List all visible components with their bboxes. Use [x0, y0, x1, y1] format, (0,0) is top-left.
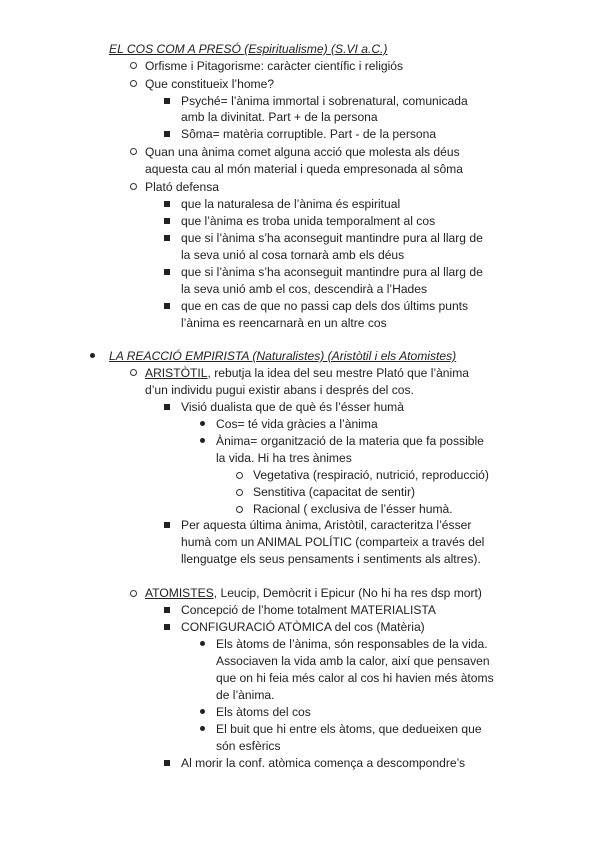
- list-item: Sôma= matèria corruptible. Part - de la persona: [181, 127, 437, 141]
- list-item: Els àtoms de l’ànima, són responsables de la vida.: [216, 637, 488, 651]
- square-bullet-icon: [164, 131, 170, 137]
- square-bullet-icon: [164, 624, 170, 630]
- list-item: Racional ( exclusiva de l’ésser humà.: [253, 502, 453, 516]
- list-item: que la naturalesa de l’ànima és espiritual: [181, 197, 401, 211]
- square-bullet-icon: [164, 269, 170, 275]
- circle-bullet-icon: [236, 506, 243, 513]
- disc-bullet-icon: [90, 353, 95, 358]
- list-item: Ànima= organització de la materia que fa possible: [216, 434, 484, 448]
- list-item: que si l’ànima s’ha aconseguit mantindre pura al llarg de: [181, 231, 483, 245]
- list-item: Els àtoms del cos: [216, 705, 311, 719]
- circle-bullet-icon: [130, 590, 137, 597]
- aristotil-text: , rebutja la idea del seu mestre Plató que l’ànima: [207, 366, 470, 380]
- disc-bullet-icon: [200, 438, 205, 443]
- list-item-continuation: aquesta cau al món material i queda empresonada al sôma: [145, 162, 463, 176]
- circle-bullet-icon: [130, 62, 137, 69]
- list-item: Cos= té vida gràcies a l’ànima: [216, 417, 378, 431]
- square-bullet-icon: [164, 303, 170, 309]
- section-heading-espiritualisme: EL COS COM A PRESÓ (Espiritualisme) (S.VI a.C.): [109, 42, 388, 56]
- square-bullet-icon: [164, 201, 170, 207]
- disc-bullet-icon: [200, 709, 205, 714]
- list-item-continuation: humà com un ANIMAL POLÍTIC (comparteix a través del: [181, 535, 485, 549]
- square-bullet-icon: [164, 218, 170, 224]
- square-bullet-icon: [164, 607, 170, 613]
- circle-bullet-icon: [130, 80, 137, 87]
- list-item-continuation: amb la divinitat. Part + de la persona: [181, 110, 378, 124]
- list-item-continuation: llenguatge els seus pensaments i sentiments als altres).: [181, 552, 481, 566]
- list-item-continuation: d’un individu pugui existir abans i després del cos.: [145, 383, 414, 397]
- disc-bullet-icon: [200, 641, 205, 646]
- list-item: El buit que hi entre els àtoms, que dedueixen que: [216, 722, 482, 736]
- square-bullet-icon: [164, 522, 170, 528]
- atomistes-name: ATOMISTES,: [145, 586, 218, 600]
- atomistes-text: Leucip, Demòcrit i Epicur (No hi ha res dsp mort): [217, 586, 482, 600]
- disc-bullet-icon: [200, 726, 205, 731]
- circle-bullet-icon: [236, 472, 243, 479]
- list-item: Senstitiva (capacitat de sentir): [253, 485, 415, 499]
- square-bullet-icon: [164, 404, 170, 410]
- list-item: CONFIGURACIÓ ATÒMICA del cos (Matèria): [181, 620, 425, 634]
- list-item-continuation: que on hi feia més calor al cos hi havien més àtoms: [216, 671, 494, 685]
- aristotil-name: ARISTÒTIL: [145, 366, 208, 380]
- list-item: Que constitueix l’home?: [145, 77, 275, 91]
- list-item-continuation: són esfèrics: [216, 739, 281, 753]
- square-bullet-icon: [164, 235, 170, 241]
- circle-bullet-icon: [130, 369, 137, 376]
- circle-bullet-icon: [236, 489, 243, 496]
- circle-bullet-icon: [130, 148, 137, 155]
- square-bullet-icon: [164, 98, 170, 104]
- disc-bullet-icon: [200, 421, 205, 426]
- list-item: Psyché= l’ànima immortal i sobrenatural, comunicada: [181, 94, 468, 108]
- section-heading-empirista: LA REACCIÓ EMPIRISTA (Naturalistes) (Aristòtil i els Atomistes): [109, 349, 457, 363]
- list-item: que si l’ànima s’ha aconseguit mantindre pura al llarg de: [181, 265, 483, 279]
- list-item: Visió dualista que de què és l’ésser humà: [181, 400, 404, 414]
- list-item-continuation: l’ànima es reencarnarà en un altre cos: [181, 316, 387, 330]
- list-item-continuation: la seva unió amb el cos, descendirà a l’Hades: [181, 282, 428, 296]
- list-item: que en cas de que no passi cap dels dos últims punts: [181, 299, 469, 313]
- list-item-continuation: la vida. Hi ha tres ànimes: [216, 451, 352, 465]
- square-bullet-icon: [164, 760, 170, 766]
- list-item: que l’ànima es troba unida temporalment al cos: [181, 214, 436, 228]
- list-item: Orfisme i Pitagorisme: caràcter científic i religiós: [145, 59, 404, 73]
- list-item: [145, 585, 482, 601]
- circle-bullet-icon: [130, 183, 137, 190]
- list-item-continuation: la seva unió al cosa tornarà amb els déus: [181, 248, 405, 262]
- list-item-continuation: de l’ànima.: [216, 688, 275, 702]
- list-item: Per aquesta última ànima, Aristòtil, caracteritza l’ésser: [181, 518, 472, 532]
- list-item: [145, 365, 469, 381]
- list-item: Plató defensa: [145, 180, 219, 194]
- list-item: Concepció de l’home totalment MATERIALISTA: [181, 603, 436, 617]
- list-item-continuation: Associaven la vida amb la calor, així que pensaven: [216, 654, 490, 668]
- list-item: Al morir la conf. atòmica comença a descompondre’s: [181, 756, 466, 770]
- list-item: Vegetativa (respiració, nutrició, reproducció): [253, 468, 489, 482]
- list-item: Quan una ànima comet alguna acció que molesta als déus: [145, 145, 460, 159]
